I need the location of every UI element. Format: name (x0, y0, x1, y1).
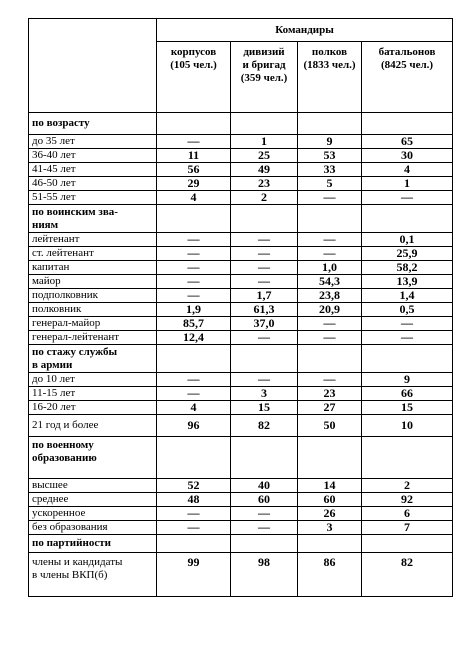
cell-value: 1,9 (157, 303, 231, 317)
cell-value: 66 (362, 387, 453, 401)
table-row (29, 507, 453, 521)
cell-value: 6 (362, 507, 453, 521)
empty-cell (362, 437, 453, 479)
cell-value: — (157, 247, 231, 261)
cell-value: — (157, 289, 231, 303)
section-title: по партийности (29, 535, 157, 553)
row-label: капитан (29, 261, 157, 275)
table-row (29, 233, 453, 247)
cell-value: 1,0 (298, 261, 362, 275)
table-row (29, 373, 453, 387)
cell-value: 0,5 (362, 303, 453, 317)
row-label: 36-40 лет (29, 149, 157, 163)
row-label: ст. лейтенант (29, 247, 157, 261)
cell-value: — (231, 507, 298, 521)
cell-value: — (298, 247, 362, 261)
cell-value: — (157, 387, 231, 401)
cell-value: 53 (298, 149, 362, 163)
table-row (29, 149, 453, 163)
cell-value: 92 (362, 493, 453, 507)
empty-cell (157, 345, 231, 373)
cell-value: 60 (231, 493, 298, 507)
cell-value: 61,3 (231, 303, 298, 317)
section-title-line: в армии (32, 358, 73, 371)
section-row-party (29, 535, 453, 553)
cell-value: 13,9 (362, 275, 453, 289)
row-label: подполковник (29, 289, 157, 303)
section-title-line: ниям (32, 218, 59, 231)
cell-value: 85,7 (157, 317, 231, 331)
cell-value: 4 (157, 191, 231, 205)
cell-value: 33 (298, 163, 362, 177)
table-row (29, 331, 453, 345)
empty-cell (231, 535, 298, 553)
empty-cell (298, 113, 362, 135)
header-col-battalions (362, 42, 453, 113)
table-row (29, 521, 453, 535)
cell-value: 25 (231, 149, 298, 163)
table-row (29, 289, 453, 303)
table-row (29, 553, 453, 597)
empty-cell (362, 535, 453, 553)
row-label: среднее (29, 493, 157, 507)
cell-value: — (231, 275, 298, 289)
table-row (29, 163, 453, 177)
empty-cell (298, 437, 362, 479)
section-title (29, 345, 157, 373)
header-col-line: (105 чел.) (170, 59, 217, 71)
cell-value: 82 (362, 553, 453, 597)
cell-value: 7 (362, 521, 453, 535)
cell-value: 27 (298, 401, 362, 415)
cell-value: 58,2 (362, 261, 453, 275)
row-label: ускоренное (29, 507, 157, 521)
cell-value: 23 (231, 177, 298, 191)
cell-value: — (231, 247, 298, 261)
empty-cell (231, 205, 298, 233)
empty-cell (362, 205, 453, 233)
row-label: без образования (29, 521, 157, 535)
row-label: генерал-майор (29, 317, 157, 331)
cell-value: 9 (298, 135, 362, 149)
header-col-line: (8425 чел.) (380, 59, 434, 71)
cell-value: — (157, 135, 231, 149)
header-col-line: батальонов (378, 46, 436, 58)
cell-value: 15 (231, 401, 298, 415)
table-row (29, 247, 453, 261)
row-label: 21 год и более (29, 415, 157, 437)
cell-value: — (157, 233, 231, 247)
cell-value: 1,7 (231, 289, 298, 303)
cell-value: 26 (298, 507, 362, 521)
empty-cell (298, 205, 362, 233)
cell-value: 37,0 (231, 317, 298, 331)
table-row (29, 303, 453, 317)
cell-value: 96 (157, 415, 231, 437)
cell-value: — (298, 191, 362, 205)
section-title-line: по стажу службы (32, 345, 118, 358)
table-row (29, 387, 453, 401)
cell-value: 15 (362, 401, 453, 415)
cell-value: 86 (298, 553, 362, 597)
row-label: лейтенант (29, 233, 157, 247)
cell-value: — (231, 233, 298, 247)
cell-value: 52 (157, 479, 231, 493)
cell-value: 54,3 (298, 275, 362, 289)
cell-value: 40 (231, 479, 298, 493)
row-label: полковник (29, 303, 157, 317)
header-col-line: (1833 чел.) (303, 59, 356, 71)
section-row-age (29, 113, 453, 135)
cell-value: — (231, 261, 298, 275)
header-col-line: и бригад (242, 59, 286, 71)
cell-value: 20,9 (298, 303, 362, 317)
cell-value: 56 (157, 163, 231, 177)
header-col-line: (359 чел.) (240, 72, 288, 84)
cell-value: — (157, 275, 231, 289)
cell-value: 5 (298, 177, 362, 191)
row-label: 51-55 лет (29, 191, 157, 205)
table-row (29, 275, 453, 289)
cell-value: 30 (362, 149, 453, 163)
header-col-divisions (231, 42, 298, 113)
row-label (29, 553, 157, 597)
table-row (29, 261, 453, 275)
cell-value: 9 (362, 373, 453, 387)
cell-value: — (157, 261, 231, 275)
cell-value: — (362, 331, 453, 345)
cell-value: 0,1 (362, 233, 453, 247)
section-title-line: по воинским зва- (32, 205, 118, 218)
section-row-education (29, 437, 453, 479)
table-row (29, 479, 453, 493)
cell-value: 82 (231, 415, 298, 437)
row-label: 11-15 лет (29, 387, 157, 401)
empty-cell (231, 345, 298, 373)
section-title: по возрасту (29, 113, 157, 135)
cell-value: 60 (298, 493, 362, 507)
table-row (29, 317, 453, 331)
empty-cell (231, 437, 298, 479)
cell-value: 50 (298, 415, 362, 437)
cell-value: 1 (231, 135, 298, 149)
header-col-line: дивизий (243, 46, 285, 58)
section-row-service (29, 345, 453, 373)
header-col-line: корпусов (170, 46, 217, 58)
cell-value: 2 (231, 191, 298, 205)
empty-cell (298, 535, 362, 553)
cell-value: 1,4 (362, 289, 453, 303)
row-label: 41-45 лет (29, 163, 157, 177)
cell-value: 48 (157, 493, 231, 507)
row-label-line: в члены ВКП(б) (32, 569, 108, 581)
header-col-corps (157, 42, 231, 113)
cell-value: 99 (157, 553, 231, 597)
row-label: майор (29, 275, 157, 289)
header-row-group (29, 19, 453, 42)
section-title (29, 437, 157, 479)
table-row (29, 177, 453, 191)
empty-cell (157, 113, 231, 135)
table-row (29, 493, 453, 507)
table-row (29, 415, 453, 437)
section-title-line: по военному (32, 439, 94, 451)
cell-value: 4 (157, 401, 231, 415)
row-label: до 10 лет (29, 373, 157, 387)
table-row (29, 135, 453, 149)
table-row (29, 191, 453, 205)
cell-value: 23,8 (298, 289, 362, 303)
header-col-line: полков (311, 46, 348, 58)
row-label-line: члены и кандидаты (32, 556, 123, 568)
cell-value: 29 (157, 177, 231, 191)
cell-value: 14 (298, 479, 362, 493)
cell-value: — (157, 373, 231, 387)
cell-value: — (362, 191, 453, 205)
cell-value: — (231, 373, 298, 387)
header-corner-cell (29, 19, 157, 113)
empty-cell (157, 437, 231, 479)
empty-cell (157, 535, 231, 553)
empty-cell (362, 113, 453, 135)
commanders-statistics-table (28, 18, 453, 597)
cell-value: — (362, 317, 453, 331)
cell-value: — (298, 331, 362, 345)
cell-value: 49 (231, 163, 298, 177)
cell-value: — (298, 317, 362, 331)
cell-value: 2 (362, 479, 453, 493)
cell-value: — (298, 233, 362, 247)
empty-cell (298, 345, 362, 373)
cell-value: — (157, 507, 231, 521)
cell-value: 4 (362, 163, 453, 177)
cell-value: 25,9 (362, 247, 453, 261)
cell-value: 3 (231, 387, 298, 401)
cell-value: 3 (298, 521, 362, 535)
empty-cell (157, 205, 231, 233)
row-label: до 35 лет (29, 135, 157, 149)
header-col-regiments (298, 42, 362, 113)
row-label: 16-20 лет (29, 401, 157, 415)
section-row-rank (29, 205, 453, 233)
empty-cell (362, 345, 453, 373)
header-group-title: Командиры (157, 19, 453, 42)
cell-value: 11 (157, 149, 231, 163)
cell-value: 98 (231, 553, 298, 597)
section-title (29, 205, 157, 233)
cell-value: 65 (362, 135, 453, 149)
cell-value: — (298, 373, 362, 387)
cell-value: — (231, 331, 298, 345)
section-title-line: образованию (32, 452, 97, 464)
row-label: 46-50 лет (29, 177, 157, 191)
cell-value: 23 (298, 387, 362, 401)
cell-value: 1 (362, 177, 453, 191)
empty-cell (231, 113, 298, 135)
row-label: высшее (29, 479, 157, 493)
cell-value: 12,4 (157, 331, 231, 345)
table-row (29, 401, 453, 415)
cell-value: — (157, 521, 231, 535)
cell-value: — (231, 521, 298, 535)
row-label: генерал-лейтенант (29, 331, 157, 345)
cell-value: 10 (362, 415, 453, 437)
